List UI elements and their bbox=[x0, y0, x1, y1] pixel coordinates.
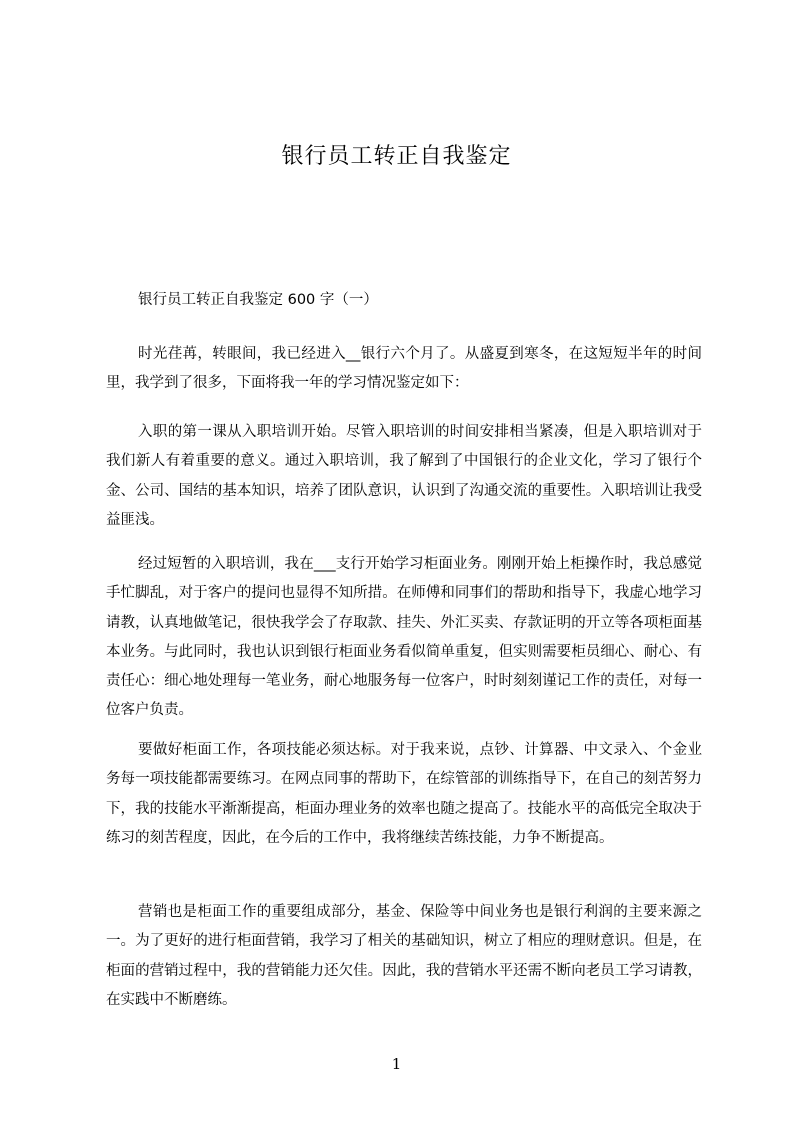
paragraph-1: 时光荏苒，转眼间，我已经进入__银行六个月了。从盛夏到寒冬，在这短短半年的时间里，我学到了很多，下面将我一年的学习情况鉴定如下： bbox=[106, 346, 702, 392]
paragraph-4: 要做好柜面工作，各项技能必须达标。对于我来说，点钞、计算器、中文录入、个金业务每一项技能都需要练习。在网点同事的帮助下，在综管部的训练指导下，在自己的刻苦努力下，我的技能水平渐渐提高，柜面办理业务的效率也随之提高了。技能水平的高低完全取决于练习的刻苦程度，因此，在今后的工作中，我将继续苦练技能，力争不断提高。 bbox=[106, 742, 702, 846]
document-title: 银行员工转正自我鉴定 bbox=[281, 144, 512, 169]
paragraph-3: 经过短暂的入职培训，我在___支行开始学习柜面业务。刚刚开始上柜操作时，我总感觉手忙脚乱，对于客户的提问也显得不知所措。在师傅和同事们的帮助和指导下，我虚心地学习请教，认真地做笔记，很快我学会了存取款、挂失、外汇买卖、存款证明的开立等各项柜面基本业务。与此同时，我也认识到银行柜面业务看似简单重复，但实则需要柜员细心、耐心、有责任心：细心地处理每一笔业务，耐心地服务每一位客户，时时刻刻谨记工作的责任，对每一位客户负责。 bbox=[106, 556, 702, 719]
paragraph-2: 入职的第一课从入职培训开始。尽管入职培训的时间安排相当紧凑，但是入职培训对于我们新人有着重要的意义。通过入职培训，我了解到了中国银行的企业文化，学习了银行个金、公司、国结的基本知识，培养了团队意识，认识到了沟通交流的重要性。入职培训让我受益匪浅。 bbox=[106, 424, 702, 528]
page-number: 1 bbox=[391, 1055, 402, 1073]
document-subtitle: 银行员工转正自我鉴定 600 字（一） bbox=[138, 292, 378, 308]
paragraph-5: 营销也是柜面工作的重要组成部分，基金、保险等中间业务也是银行利润的主要来源之一。为了更好的进行柜面营销，我学习了相关的基础知识，树立了相应的理财意识。但是，在柜面的营销过程中，我的营销能力还欠佳。因此，我的营销水平还需不断向老员工学习请教，在实践中不断磨练。 bbox=[106, 904, 702, 1008]
